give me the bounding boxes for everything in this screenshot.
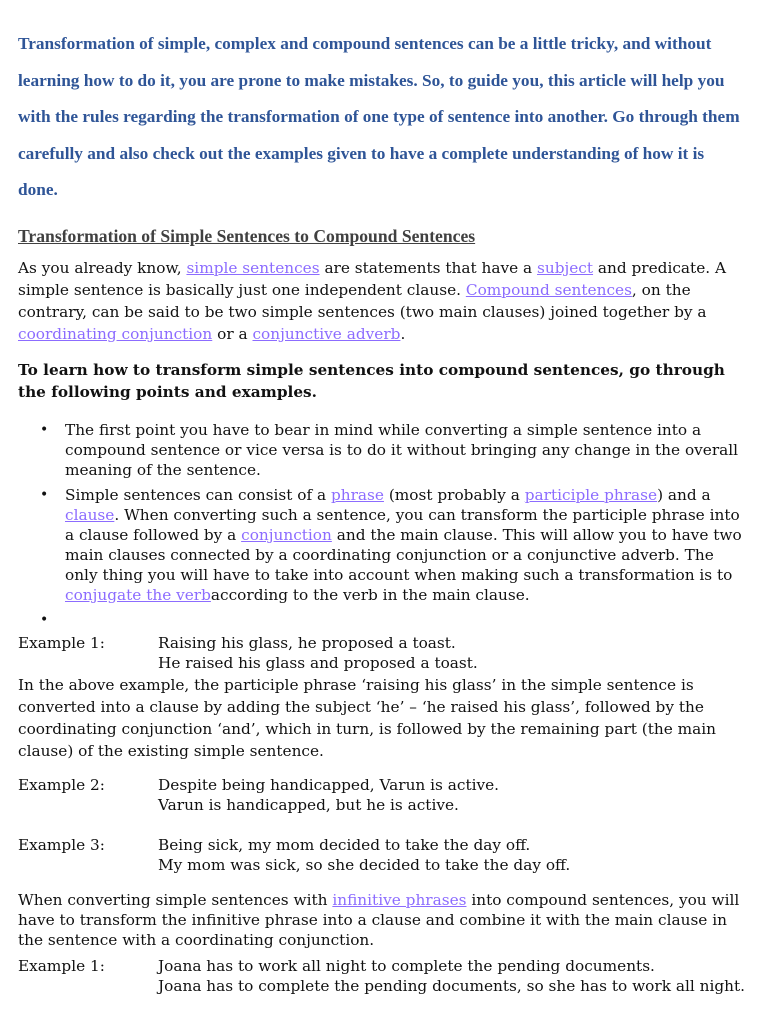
example-line-compound: My mom was sick, so she decided to take the day off. xyxy=(158,856,571,874)
example-label: Example 2: xyxy=(18,776,105,794)
text-span: according to the verb in the main clause. xyxy=(210,586,530,604)
link-conjunction[interactable]: conjunction xyxy=(241,526,332,544)
link-participle-phrase[interactable]: participle phrase xyxy=(524,486,658,504)
text-span: When converting simple sentences with xyxy=(18,891,333,909)
list-item xyxy=(18,420,750,480)
link-clause[interactable]: clause xyxy=(65,506,115,524)
paragraph-definitions xyxy=(18,257,748,345)
paragraph-infinitive xyxy=(18,890,748,950)
section-heading: Transformation of Simple Sentences to Compound Sentences xyxy=(18,226,476,246)
bullet-list xyxy=(18,420,750,635)
text-span: and the main clause. This will allow you to have two main clauses connected by a coordinating conjunction or a conjunctive adverb. The only thing you will have to take into account when making such a transformation is to xyxy=(65,526,742,584)
example-label: Example 3: xyxy=(18,836,105,854)
list-item xyxy=(18,485,750,605)
list-item-empty xyxy=(18,610,750,630)
link-simple-sentences[interactable]: simple sentences xyxy=(186,259,320,277)
bullet-dot: • xyxy=(40,422,49,438)
link-subject[interactable]: subject xyxy=(537,259,594,277)
list-item-text: The first point you have to bear in mind while converting a simple sentence into a compound sentence or vice versa is to do it without bringing any change in the overall meaning of the sentence. xyxy=(65,421,739,479)
text-span: (most probably a xyxy=(383,486,525,504)
example-line-simple: Raising his glass, he proposed a toast. xyxy=(158,634,456,652)
text-span: As you already know, xyxy=(18,259,187,277)
example-line-compound: He raised his glass and proposed a toast. xyxy=(158,654,478,672)
intro-paragraph: Transformation of simple, complex and compound sentences can be a little tricky, and without learning how to do it, you are prone to make mistakes. So, to guide you, this article will help you with the rules regarding the transformation of one type of sentence into another. Go through them carefully and also check out the examples given to have a complete understanding of how it is done. xyxy=(18,34,740,199)
text-span: . When converting such a sentence, you can transform the participle phrase into a clause followed by a xyxy=(65,506,740,544)
bullet-dot: • xyxy=(40,612,49,628)
example-line-compound: Joana has to complete the pending documents, so she has to work all night. xyxy=(158,977,745,995)
example-line-simple: Despite being handicapped, Varun is active. xyxy=(158,776,500,794)
text-span: and predicate. A simple sentence is basically just one independent clause. xyxy=(18,259,727,299)
link-conjunctive-adverb[interactable]: conjunctive adverb xyxy=(252,325,401,343)
text-span: or a xyxy=(212,325,253,343)
text-span: , on the contrary, can be said to be two simple sentences (two main clauses) joined together by a xyxy=(18,281,707,321)
text-span: are statements that have a xyxy=(319,259,538,277)
link-infinitive-phrases[interactable]: infinitive phrases xyxy=(332,891,467,909)
example-line-simple: Joana has to work all night to complete the pending documents. xyxy=(158,957,655,975)
example-line-compound: Varun is handicapped, but he is active. xyxy=(158,796,459,814)
example-label: Example 1: xyxy=(18,634,105,652)
text-span: Simple sentences can consist of a xyxy=(65,486,331,504)
text-span: into compound sentences, you will have to transform the infinitive phrase into a clause and combine it with the main clause in the sentence with a coordinating conjunction. xyxy=(18,891,740,949)
bullet-dot: • xyxy=(40,487,49,503)
link-conjugate-the-verb[interactable]: conjugate the verb xyxy=(65,586,211,604)
link-coordinating-conjunction[interactable]: coordinating conjunction xyxy=(18,325,213,343)
paragraph-explanation: In the above example, the participle phrase ‘raising his glass’ in the simple sentence is converted into a clause by adding the subject ‘he’ – ‘he raised his glass’, followed by the coordinating conjunction ‘and’, which in turn, is followed by the remaining part (the main clause) of the existing simple sentence. xyxy=(18,676,717,760)
link-compound-sentences[interactable]: Compound sentences xyxy=(465,281,632,299)
example-label: Example 1: xyxy=(18,957,105,975)
text-span: ) and a xyxy=(657,486,711,504)
text-span: . xyxy=(400,325,406,343)
link-phrase[interactable]: phrase xyxy=(330,486,384,504)
paragraph-instructions: To learn how to transform simple sentences into compound sentences, go through the following points and examples. xyxy=(18,361,725,401)
example-line-simple: Being sick, my mom decided to take the day off. xyxy=(158,836,531,854)
